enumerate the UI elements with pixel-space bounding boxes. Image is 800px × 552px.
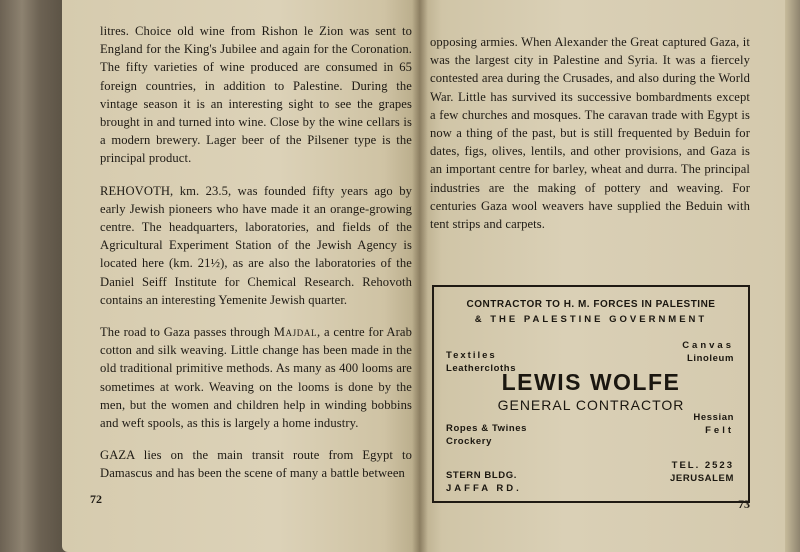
- advert-street: JAFFA RD.: [446, 483, 522, 494]
- place-majdal: Majdal: [273, 325, 318, 340]
- paragraph-rehovoth: REHOVOTH, km. 23.5, was founded fifty years ago by early Jewish pioneers who have made it an orange-growing centre. The headquarters, laboratories, and fields of the Agricultural Experiment Station of the Jewish Agency is located here (km. 21½), as are also the laboratories of the Daniel Seiff Institute for Chemical Research. Rehovoth contains an interesting Yemenite Jewish quarter.: [100, 183, 412, 307]
- advert-canvas: Canvas: [682, 340, 734, 351]
- advert-address: [446, 469, 522, 495]
- left-page-text: [100, 22, 412, 497]
- advert-telephone: TEL. 2523: [671, 460, 734, 471]
- advert-company-name: LEWIS WOLFE: [501, 369, 681, 395]
- advert-header-1: CONTRACTOR TO H. M. FORCES IN PALESTINE: [466, 299, 716, 310]
- paragraph-wine: litres. Choice old wine from Rishon le Zion was sent to England for the King's Jubilee and again for the Coronation. The fifty varieties of wine produced are consumed in 65 foreign countries, in addition to Palestine. During the vintage season it is an interesting sight to see the grapes brought in and turned into wine. Close by the wine cellars is a modern brewery. Lager beer of the Pilsener type is the principal product.: [100, 24, 412, 166]
- paragraph-gaza: GAZA lies on the main transit route from Egypt to Damascus and has been the scene of many a battle between: [100, 448, 412, 481]
- advert-building: STERN BLDG.: [446, 470, 517, 481]
- advert-felt: Felt: [705, 425, 734, 436]
- paragraph-majdal-start: The road to Gaza passes through: [100, 325, 274, 340]
- advert-top-right: [682, 339, 734, 365]
- advert-mid-left: [446, 422, 527, 448]
- lewis-wolfe-advert: [432, 285, 750, 503]
- advert-hessian: Hessian: [693, 412, 734, 423]
- page-number-right: 73: [738, 497, 750, 511]
- paragraph-majdal-rest: , a centre for Arab cotton and silk weaving. Little change has been made in the old traditional primitive methods. As many as 400 looms are sometimes at work. Weaving on the looms is done by the men, but the women and children help in winding bobbins and weft spools, as this is largely a home industry.: [100, 325, 412, 431]
- advert-ropes-twines: Ropes & Twines: [446, 423, 528, 434]
- advert-linoleum: Linoleum: [686, 353, 734, 364]
- book-gutter: [412, 0, 428, 552]
- paragraph-majdal: [100, 323, 412, 432]
- advert-company-title: GENERAL CONTRACTOR: [497, 397, 685, 413]
- advert-contact: [670, 459, 734, 485]
- advert-crockery: Crockery: [446, 436, 492, 447]
- page-edge: [785, 0, 800, 552]
- page-number-left: 72: [90, 492, 102, 506]
- advert-leathercloths: Leathercloths: [446, 363, 517, 374]
- advert-header-2: & THE PALESTINE GOVERNMENT: [474, 314, 708, 325]
- advert-textiles: Textiles: [446, 350, 497, 361]
- advert-mid-right: [693, 411, 734, 437]
- paragraph-gaza-history: opposing armies. When Alexander the Great captured Gaza, it was the largest city in Palestine and Syria. It was a fiercely contested area during the Crusades, and also during the World War. Little has survived its successive bombardments except a few churches and mosques. The caravan trade with Egypt is now a thing of the past, but is still frequented by Beduin for dates, figs, olives, lentils, and other provisions, and Gaza is an important centre for barley, wheat and durra. The principal industries are the making of pottery and weaving. For centuries Gaza wool weavers have supplied the Beduin with tent strips and carpets.: [430, 35, 750, 232]
- right-page-text: [430, 33, 750, 247]
- advert-city: JERUSALEM: [670, 473, 734, 484]
